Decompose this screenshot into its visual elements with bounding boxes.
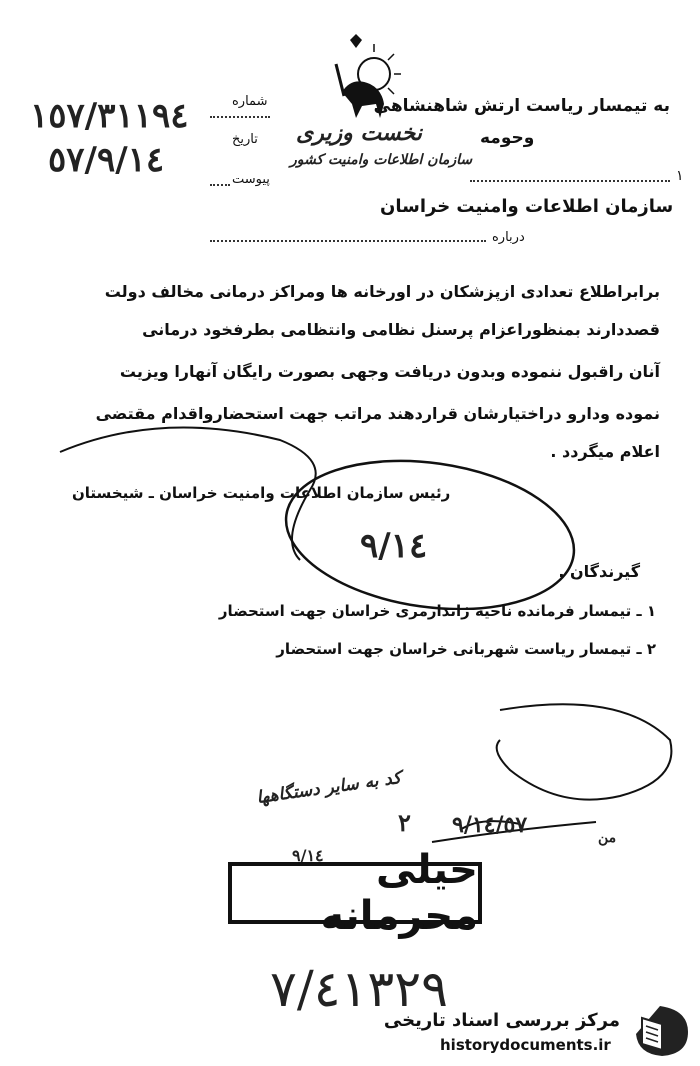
archive-logo-icon: [632, 1004, 690, 1058]
recipient-item-1: ١ ـ تیمسار فرمانده ناحیه ژاندارمری خراسان جهت استحضار: [218, 602, 656, 620]
handwritten-small-date: ٩/١٤: [292, 846, 324, 865]
recipient-line-2: وحومه: [480, 128, 535, 148]
watermark-title: مرکز بررسی اسناد تاریخی: [383, 1010, 620, 1031]
sender-line: سازمان اطلاعات وامنیت خراسان: [380, 196, 674, 217]
organization-title: سازمان اطلاعات وامنیت کشور: [290, 152, 473, 168]
recipient-line-1: به تیمسار ریاست ارتش شاهنشاهی: [373, 96, 670, 116]
archive-number: ٧/٤١٣٢٩: [270, 960, 448, 1018]
body-line-1: برابراطلاع تعدادی ازپزشکان در اورخانه ها ومراکز درمانی مخالف دولت: [104, 282, 660, 301]
number-label: شماره: [232, 94, 268, 109]
signature-line: رئیس سازمان اطلاعات وامنیت خراسان ـ شیخستان: [72, 484, 451, 502]
recipients-title: گیرندگان .: [558, 562, 640, 581]
body-line-4: نموده ودارو دراختیارشان قراردهند مراتب جهت استحضارواقدام مقتضی: [95, 404, 660, 423]
handwritten-reference: ٩/١٤/٥٧: [452, 812, 528, 838]
handwritten-margin-note: من: [598, 830, 617, 846]
handwritten-date: ٥٧/٩/١٤: [48, 140, 165, 180]
attachment-label: پیوست: [232, 172, 270, 187]
classification-stamp: خیلی محرمانه: [228, 862, 482, 924]
body-line-3: آنان راقبول ننموده وبدون دریافت وجهی بصورت رایگان آنهارا ویزیت: [119, 362, 660, 381]
recipient-item-2: ٢ ـ تیمسار ریاست شهربانی خراسان جهت استحضار: [276, 640, 656, 658]
number-dots: [210, 116, 270, 118]
recipient-dotted-line: [470, 180, 670, 182]
subject-dots: [210, 240, 486, 242]
ministry-title: نخست وزیری: [296, 120, 422, 146]
circled-date: ٩/١٤: [360, 526, 428, 566]
attachment-dots: [210, 184, 230, 186]
subject-label: درباره: [492, 230, 525, 245]
handwritten-note: کد به سایر دستگاهها: [255, 767, 403, 809]
date-label: تاریخ: [232, 132, 258, 147]
body-line-2: قصددارند بمنظوراعزام پرسنل نظامی وانتظامی بطرفخود درمانی: [142, 320, 660, 339]
handwritten-scribble: [40, 400, 580, 610]
handwritten-number: ١٥٧/٣١١٩٤: [30, 96, 189, 136]
recipient-mark: ١: [676, 168, 684, 184]
margin-mark: ٢: [398, 808, 411, 837]
watermark-url: historydocuments.ir: [440, 1036, 611, 1054]
body-line-5: اعلام میگردد .: [550, 442, 660, 461]
